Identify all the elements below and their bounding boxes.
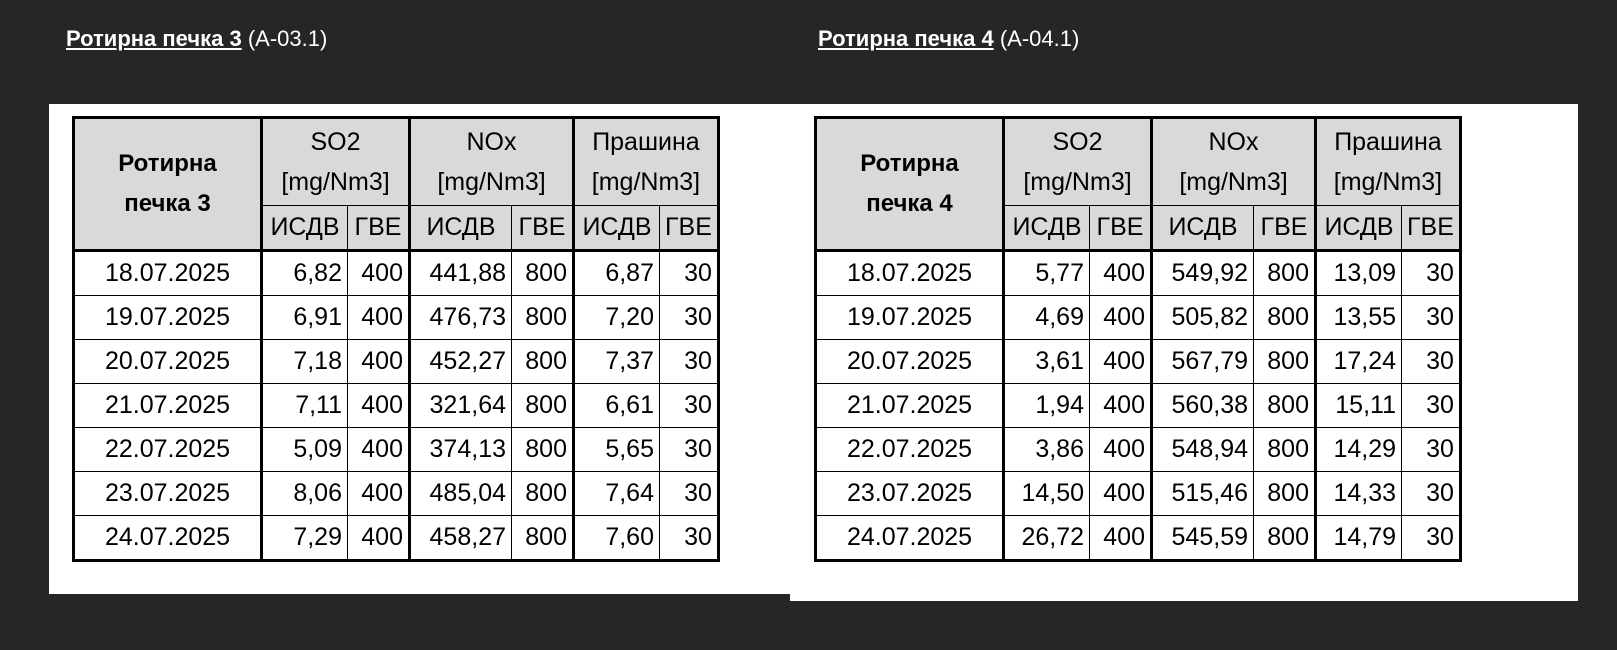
value-cell: 30 [1402,384,1461,428]
group-unit: [mg/Nm3] [437,168,546,196]
value-cell: 13,09 [1316,251,1402,296]
value-cell: 321,64 [410,384,512,428]
column-group-header [1316,118,1461,206]
value-cell: 800 [512,516,574,561]
column-group-header [410,118,574,206]
table-row [74,340,719,384]
corner-line: печка 4 [866,190,953,217]
value-cell: 7,37 [574,340,660,384]
value-cell: 5,77 [1004,251,1090,296]
value-cell: 14,79 [1316,516,1402,561]
group-name: NOx [1208,128,1259,156]
table-row [816,472,1461,516]
date-cell: 21.07.2025 [816,384,1004,428]
table-row [816,516,1461,561]
value-cell: 800 [512,296,574,340]
value-cell: 400 [1090,516,1152,561]
emissions-table [814,116,1462,562]
value-cell: 17,24 [1316,340,1402,384]
date-cell: 20.07.2025 [74,340,262,384]
date-cell: 21.07.2025 [74,384,262,428]
value-cell: 441,88 [410,251,512,296]
value-cell: 30 [660,516,719,561]
value-cell: 400 [348,472,410,516]
value-cell: 515,46 [1152,472,1254,516]
table-row [74,384,719,428]
subheader-isdv: ИСДВ [1316,206,1402,251]
group-name: SO2 [1052,128,1103,156]
table-corner-label [816,118,1004,251]
value-cell: 3,61 [1004,340,1090,384]
value-cell: 560,38 [1152,384,1254,428]
value-cell: 800 [1254,516,1316,561]
value-cell: 800 [1254,472,1316,516]
corner-line: печка 3 [124,190,211,217]
value-cell: 6,87 [574,251,660,296]
corner-line: Ротирна [118,150,217,177]
date-cell: 24.07.2025 [816,516,1004,561]
value-cell: 800 [1254,340,1316,384]
value-cell: 400 [348,428,410,472]
subheader-isdv: ИСДВ [262,206,348,251]
value-cell: 6,82 [262,251,348,296]
value-cell: 400 [1090,428,1152,472]
table-corner-label [74,118,262,251]
subheader-gve: ГВЕ [512,206,574,251]
value-cell: 545,59 [1152,516,1254,561]
value-cell: 400 [1090,296,1152,340]
table-row [816,251,1461,296]
value-cell: 7,20 [574,296,660,340]
subheader-isdv: ИСДВ [410,206,512,251]
subheader-isdv: ИСДВ [1004,206,1090,251]
value-cell: 800 [512,428,574,472]
value-cell: 458,27 [410,516,512,561]
value-cell: 800 [1254,384,1316,428]
value-cell: 30 [660,428,719,472]
value-cell: 30 [660,251,719,296]
table-heading-kiln-3 [66,26,327,52]
value-cell: 485,04 [410,472,512,516]
value-cell: 800 [512,472,574,516]
group-unit: [mg/Nm3] [1333,168,1443,196]
value-cell: 7,18 [262,340,348,384]
value-cell: 548,94 [1152,428,1254,472]
value-cell: 30 [660,384,719,428]
subheader-gve: ГВЕ [1090,206,1152,251]
value-cell: 5,09 [262,428,348,472]
column-group-header [1004,118,1152,206]
value-cell: 567,79 [1152,340,1254,384]
value-cell: 15,11 [1316,384,1402,428]
table-row [74,296,719,340]
table-row [816,340,1461,384]
value-cell: 800 [512,384,574,428]
value-cell: 7,11 [262,384,348,428]
value-cell: 7,29 [262,516,348,561]
value-cell: 400 [348,516,410,561]
value-cell: 452,27 [410,340,512,384]
table-row [74,516,719,561]
table-panel-kiln-4 [790,104,1578,601]
table-panel-kiln-3 [49,104,790,594]
date-cell: 19.07.2025 [816,296,1004,340]
value-cell: 800 [1254,251,1316,296]
subheader-gve: ГВЕ [348,206,410,251]
value-cell: 7,60 [574,516,660,561]
group-unit: [mg/Nm3] [1023,168,1132,196]
value-cell: 4,69 [1004,296,1090,340]
value-cell: 14,33 [1316,472,1402,516]
subheader-gve: ГВЕ [660,206,719,251]
table-heading-kiln-4 [818,26,1079,52]
value-cell: 374,13 [410,428,512,472]
group-unit: [mg/Nm3] [1179,168,1288,196]
value-cell: 800 [512,340,574,384]
value-cell: 3,86 [1004,428,1090,472]
value-cell: 400 [348,296,410,340]
date-cell: 22.07.2025 [74,428,262,472]
value-cell: 30 [660,296,719,340]
subheader-isdv: ИСДВ [1152,206,1254,251]
group-unit: [mg/Nm3] [591,168,701,196]
date-cell: 23.07.2025 [74,472,262,516]
table-row [816,428,1461,472]
value-cell: 7,64 [574,472,660,516]
corner-line: Ротирна [860,150,959,177]
table-row [74,251,719,296]
value-cell: 400 [348,384,410,428]
group-name: Прашина [1334,128,1442,156]
column-group-header [1152,118,1316,206]
value-cell: 800 [1254,428,1316,472]
value-cell: 30 [1402,516,1461,561]
table-row [74,428,719,472]
value-cell: 800 [512,251,574,296]
subheader-gve: ГВЕ [1254,206,1316,251]
value-cell: 30 [1402,428,1461,472]
subheader-isdv: ИСДВ [574,206,660,251]
value-cell: 800 [1254,296,1316,340]
heading-code: (A-04.1) [999,26,1080,51]
value-cell: 505,82 [1152,296,1254,340]
date-cell: 18.07.2025 [74,251,262,296]
group-name: NOx [466,128,517,156]
subheader-gve: ГВЕ [1402,206,1461,251]
value-cell: 1,94 [1004,384,1090,428]
date-cell: 23.07.2025 [816,472,1004,516]
value-cell: 400 [1090,384,1152,428]
group-name: Прашина [592,128,700,156]
value-cell: 30 [660,340,719,384]
value-cell: 400 [1090,340,1152,384]
value-cell: 8,06 [262,472,348,516]
heading-code: (A-03.1) [247,26,328,51]
value-cell: 30 [1402,340,1461,384]
table-row [74,472,719,516]
group-name: SO2 [310,128,361,156]
emissions-table [72,116,720,562]
group-unit: [mg/Nm3] [281,168,390,196]
value-cell: 26,72 [1004,516,1090,561]
value-cell: 6,91 [262,296,348,340]
value-cell: 14,50 [1004,472,1090,516]
value-cell: 5,65 [574,428,660,472]
value-cell: 400 [348,340,410,384]
value-cell: 30 [660,472,719,516]
date-cell: 18.07.2025 [816,251,1004,296]
value-cell: 6,61 [574,384,660,428]
value-cell: 14,29 [1316,428,1402,472]
heading-title: Ротирна печка 4 [818,26,994,51]
value-cell: 400 [1090,251,1152,296]
value-cell: 30 [1402,472,1461,516]
date-cell: 24.07.2025 [74,516,262,561]
heading-title: Ротирна печка 3 [66,26,242,51]
column-group-header [262,118,410,206]
date-cell: 22.07.2025 [816,428,1004,472]
value-cell: 30 [1402,251,1461,296]
value-cell: 30 [1402,296,1461,340]
column-group-header [574,118,719,206]
table-row [816,384,1461,428]
table-row [816,296,1461,340]
date-cell: 20.07.2025 [816,340,1004,384]
value-cell: 476,73 [410,296,512,340]
value-cell: 549,92 [1152,251,1254,296]
value-cell: 400 [348,251,410,296]
value-cell: 13,55 [1316,296,1402,340]
date-cell: 19.07.2025 [74,296,262,340]
value-cell: 400 [1090,472,1152,516]
